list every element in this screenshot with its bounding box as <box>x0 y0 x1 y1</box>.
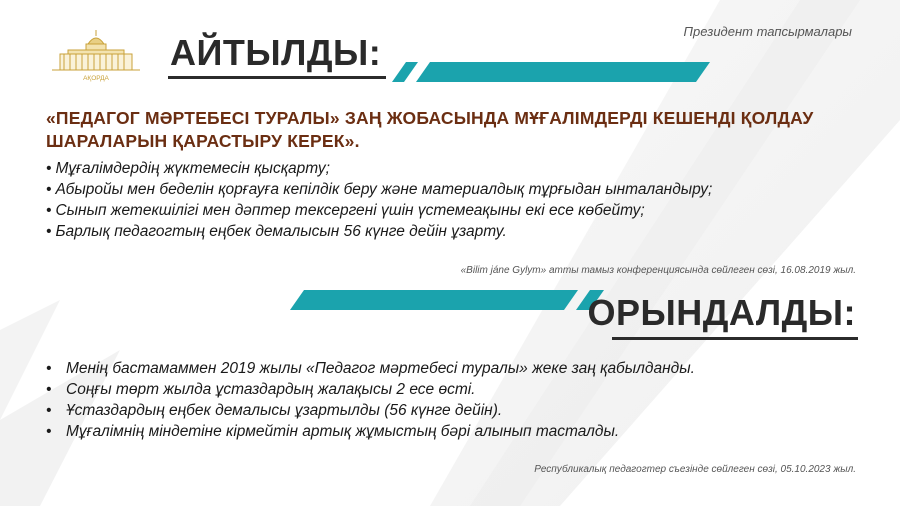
list-item: • Сынып жетекшілігі мен дәптер тексергені үшін үстемеақыны екі есе көбейту; <box>46 202 645 219</box>
bullet-icon: • <box>46 381 52 398</box>
logo-text: АҚОРДА <box>83 75 109 82</box>
headline: «ПЕДАГОГ МӘРТЕБЕСІ ТУРАЛЫ» ЗАҢ ЖОБАСЫНДА МҰҒАЛІМДЕРДІ КЕШЕНДІ ҚОЛДАУ ШАРАЛАРЫН ҚАРАСТЫРУ КЕРЕК». <box>46 108 814 151</box>
header-tag: Президент тапсырмалары <box>683 24 852 39</box>
title-done: ОРЫНДАЛДЫ: <box>587 292 856 333</box>
list-item: • Мұғалімдердің жүктемесін қысқарту; <box>46 160 330 177</box>
bullet-icon: • <box>46 223 52 240</box>
akorda-logo <box>46 26 146 84</box>
accent-band-top <box>392 62 712 82</box>
done-list <box>46 358 695 442</box>
bullet-icon: • <box>46 160 52 177</box>
title-underline-top <box>168 76 386 79</box>
said-list <box>46 158 712 242</box>
list-item: • Менің бастамаммен 2019 жылы «Педагог мәртебесі туралы» жеке заң қабылданды. <box>46 360 695 377</box>
source-note-top: «Bilim jáne Gylym» атты тамыз конференциясында сөйлеген сөзі, 16.08.2019 жыл. <box>460 265 856 276</box>
list-item: • Соңғы төрт жылда ұстаздардың жалақысы 2 есе өсті. <box>46 381 476 398</box>
title-said: АЙТЫЛДЫ: <box>170 32 382 73</box>
bullet-icon: • <box>46 202 52 219</box>
source-note-bottom: Республикалық педагогтер съезінде сөйлеген сөзі, 05.10.2023 жыл. <box>534 464 856 475</box>
list-item: • Ұстаздардың еңбек демалысы ұзартылды (56 күнге дейін). <box>46 402 503 419</box>
list-item: • Барлық педагогтың еңбек демалысын 56 күнге дейін ұзарту. <box>46 223 507 240</box>
bullet-icon: • <box>46 181 52 198</box>
title-underline-bottom <box>612 337 858 340</box>
accent-band-bottom <box>290 290 606 310</box>
list-item: • Мұғалімнің міндетіне кірмейтін артық жұмыстың бәрі алынып тасталды. <box>46 423 620 440</box>
bullet-icon: • <box>46 360 52 377</box>
bullet-icon: • <box>46 402 52 419</box>
bullet-icon: • <box>46 423 52 440</box>
list-item: • Абыройы мен беделін қорғауға кепілдік беру және материалдық тұрғыдан ынталандыру; <box>46 181 713 198</box>
